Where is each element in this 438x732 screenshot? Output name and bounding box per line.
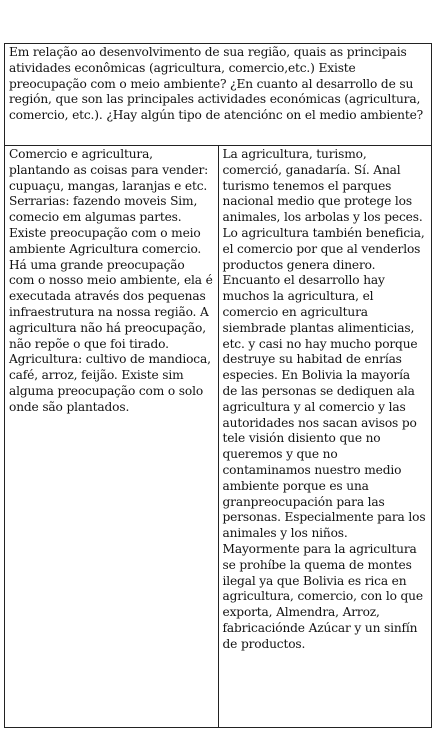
- question-row: [5, 44, 432, 146]
- answer-portuguese-cell: Comercio e agricultura, plantando as coisas para vender: cupuaçu, mangas, laranjas e etc. Serrarias: fazendo moveis Sim, comecio em algumas partes. Existe preocupação com o meio ambiente Agricultura comercio. Há uma grande preocupação com o nosso meio ambiente, ela é executada através dos pequenas infraestrutura na nossa região. A agricultura não há preocupação, não repõe o que foi tirado. Agricultura: cultivo de mandioca, café, arroz, feijão. Existe sim alguma preocupação com o solo onde são plantados.: [5, 146, 219, 728]
- answers-row: [5, 146, 432, 728]
- question-cell: Em relação ao desenvolvimento de sua região, quais as principais atividades econômicas (agricultura, comercio,etc.) Existe preocupação com o meio ambiente? ¿En cuanto al desarrollo de su región, que son las principales actividades económicas (agricultura, comercio, etc.). ¿Hay algún tipo de atenciónc on el medio ambiente?: [5, 44, 432, 146]
- answer-spanish-cell: La agricultura, turismo, comerció, ganadaría. Sí. Anal turismo tenemos el parques nacional medio que protege los animales, los arbolas y los peces. Lo agricultura también beneficia, el comercio por que al venderlos productos genera dinero. Encuanto el desarrollo hay muchos la agricultura, el comercio en agricultura siembrade plantas alimenticias, etc. y casi no hay mucho porque destruye su habitad de enrías especies. En Bolivia la mayoría de las personas se dediquen ala agricultura y al comercio y las autoridades nos sacan avisos po tele visión disiento que no queremos y que no contaminamos nuestro medio ambiente porque es una granpreocupación para las personas. Especialmente para los animales y los niños. Mayormente para la agricultura se prohíbe la quema de montes ilegal ya que Bolivia es rica en agricultura, comercio, con lo que exporta, Almendra, Arroz, fabricaciónde Azúcar y un sinfín de productos.: [218, 146, 432, 728]
- survey-response-table: [4, 43, 432, 728]
